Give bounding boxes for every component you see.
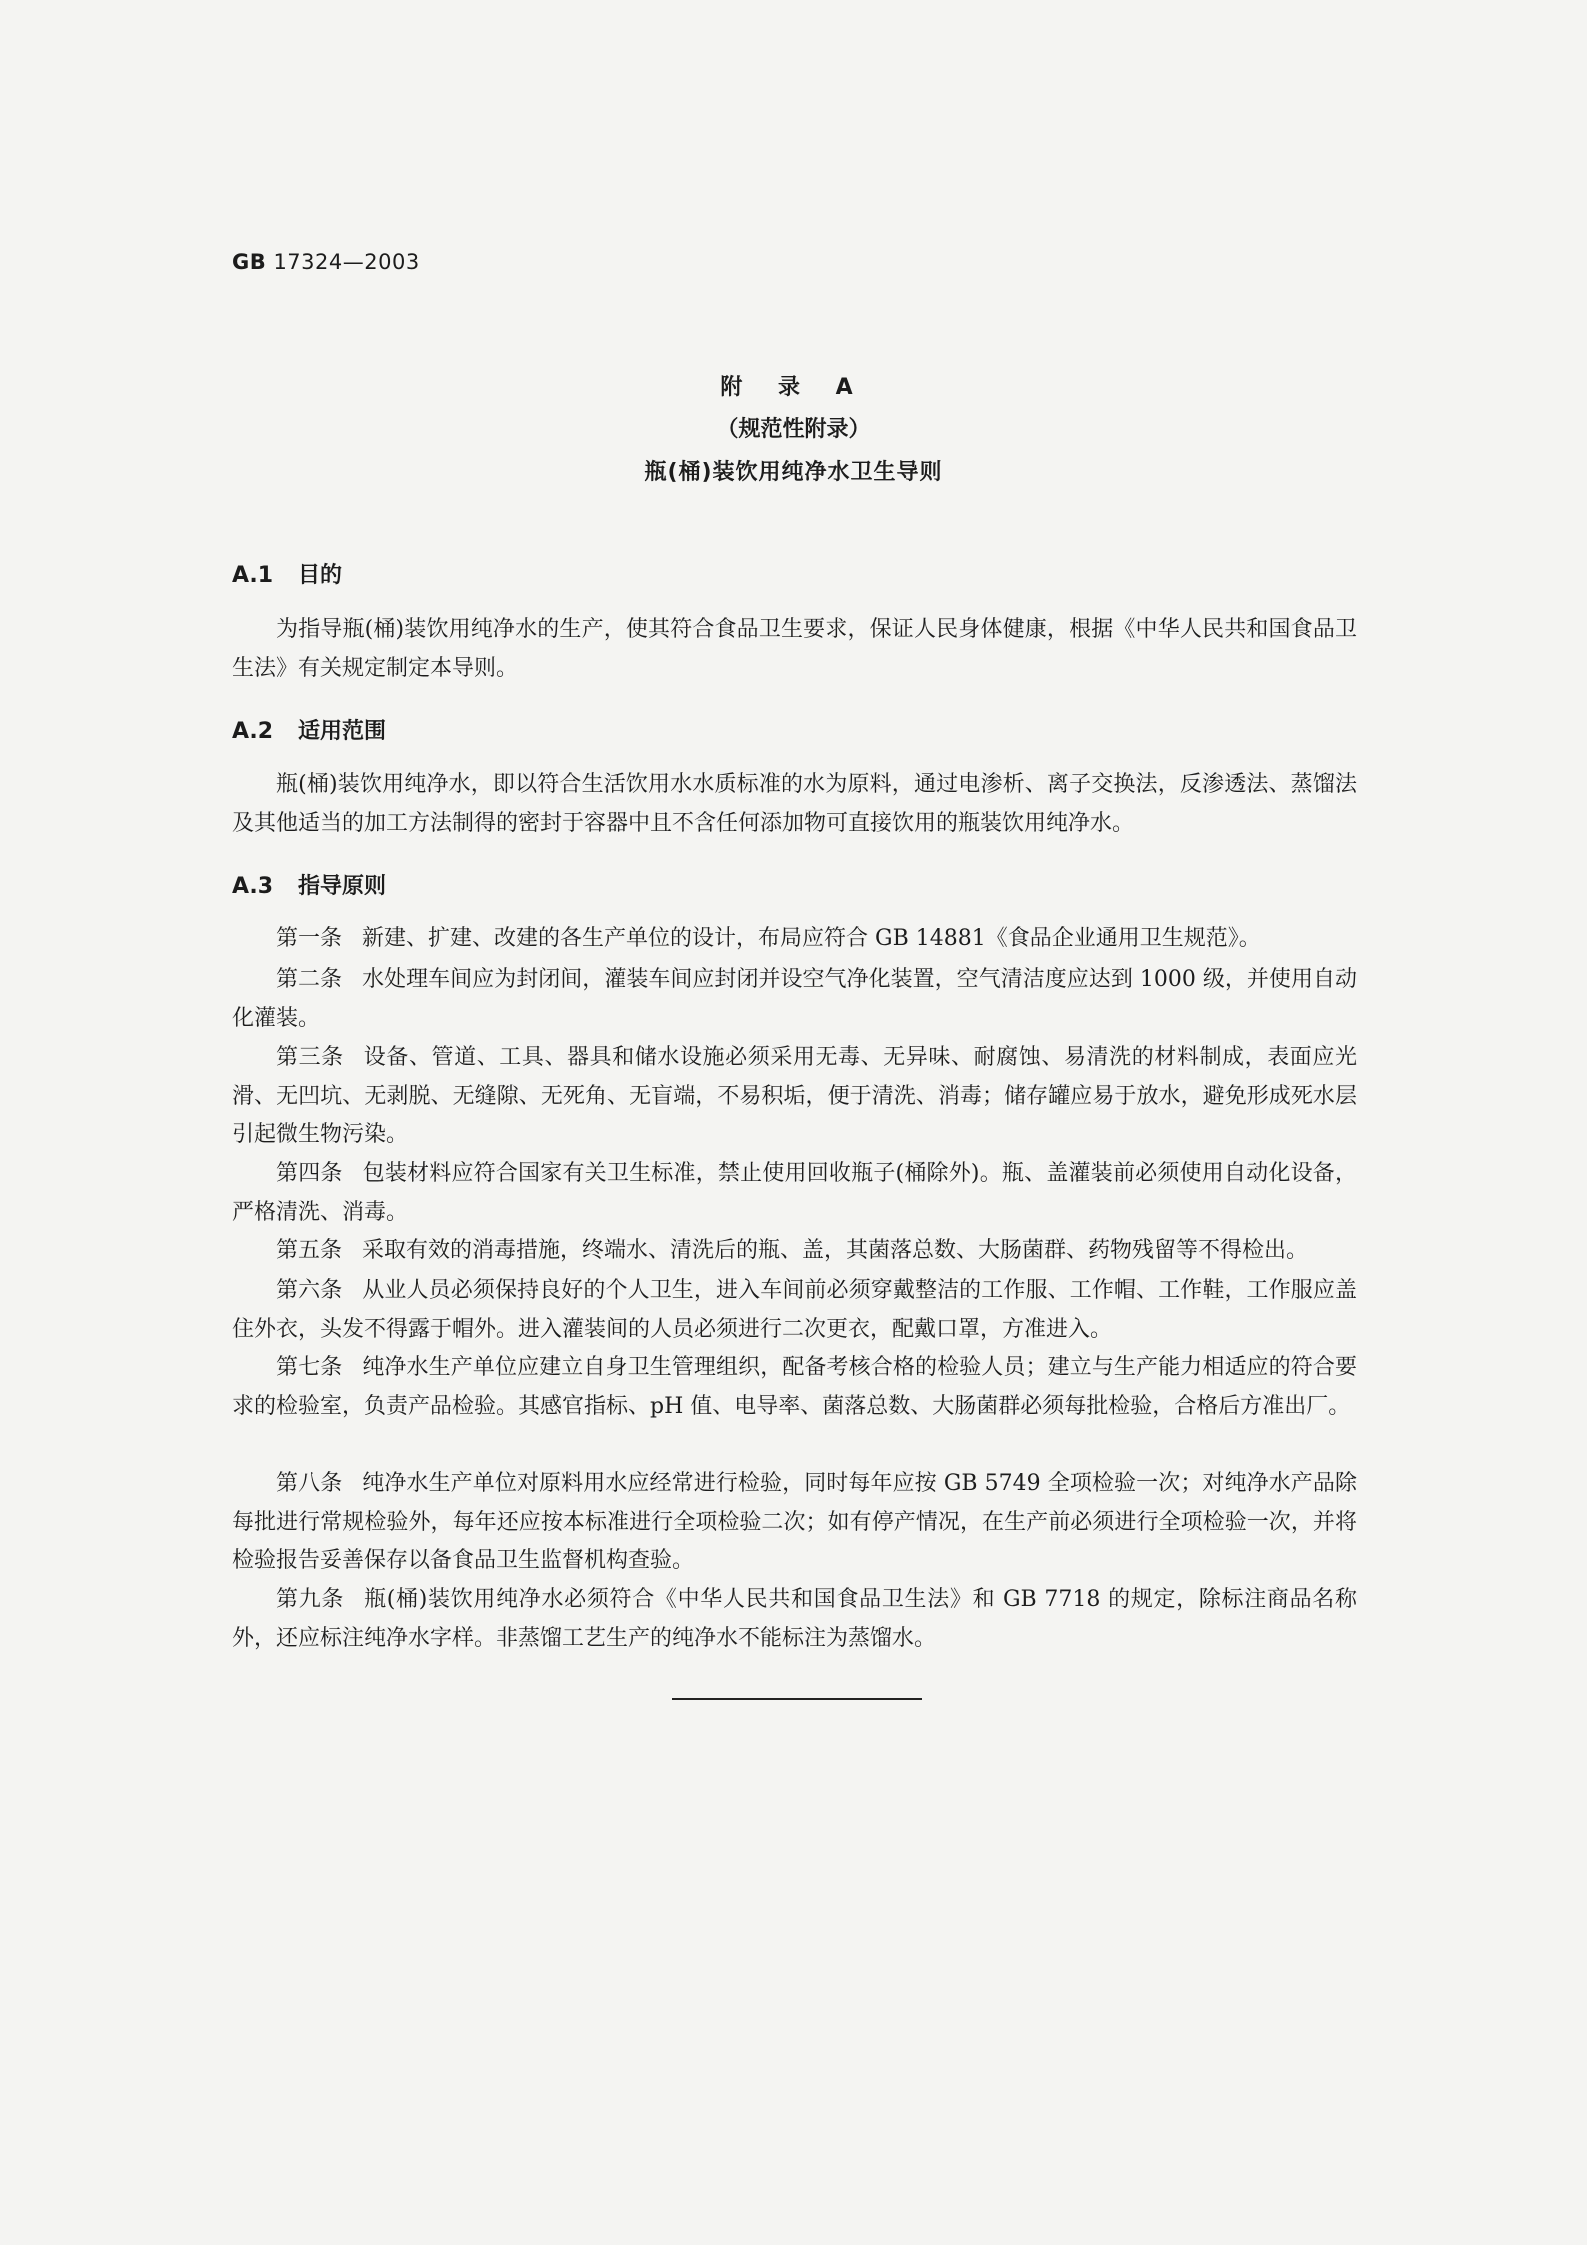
article-1 (232, 920, 1357, 959)
article-text: 新建、扩建、改建的各生产单位的设计，布局应符合 GB 14881《食品企业通用卫生规范》。 (362, 926, 1261, 951)
section-title: 目的 (298, 563, 343, 588)
article-text: 设备、管道、工具、器具和储水设施必须采用无毒、无异味、耐腐蚀、易清洗的材料制成，表面应光滑、无凹坑、无剥脱、无缝隙、无死角、无盲端，不易积垢，便于清洗、消毒；储存罐应易于放水，避免形成死水层引起微生物污染。 (232, 1045, 1357, 1147)
article-text: 从业人员必须保持良好的个人卫生，进入车间前必须穿戴整洁的工作服、工作帽、工作鞋，工作服应盖住外衣，头发不得露于帽外。进入灌装间的人员必须进行二次更衣，配戴口罩，方准进入。 (232, 1278, 1357, 1342)
end-rule (672, 1698, 922, 1700)
section-body-a1: 为指导瓶(桶)装饮用纯净水的生产，使其符合食品卫生要求，保证人民身体健康，根据《中华人民共和国食品卫生法》有关规定制定本导则。 (232, 617, 1357, 681)
article-label: 第一条 (276, 926, 343, 951)
article-text: 纯净水生产单位应建立自身卫生管理组织，配备考核合格的检验人员；建立与生产能力相适应的符合要求的检验室，负责产品检验。其感官指标、pH 值、电导率、菌落总数、大肠菌群必须每批检验，合格后方准出厂。 (232, 1355, 1357, 1419)
article-label: 第八条 (276, 1471, 343, 1496)
article-text: 纯净水生产单位对原料用水应经常进行检验，同时每年应按 GB 5749 全项检验一次；对纯净水产品除每批进行常规检验外，每年还应按本标准进行全项检验二次；如有停产情况，在生产前必须进行全项检验一次，并将检验报告妥善保存以备食品卫生监督机构查验。 (232, 1471, 1357, 1573)
article-text: 水处理车间应为封闭间，灌装车间应封闭并设空气净化装置，空气清洁度应达到 1000 级，并使用自动化灌装。 (232, 967, 1357, 1031)
section-body-a2: 瓶(桶)装饮用纯净水，即以符合生活饮用水水质标准的水为原料，通过电渗析、离子交换法，反渗透法、蒸馏法及其他适当的加工方法制得的密封于容器中且不含任何添加物可直接饮用的瓶装饮用纯净水。 (232, 772, 1357, 836)
section-title: 适用范围 (298, 719, 387, 744)
section-heading-a3 (232, 869, 386, 900)
annex-type: （规范性附录） (716, 417, 871, 442)
article-text: 采取有效的消毒措施，终端水、清洗后的瓶、盖，其菌落总数、大肠菌群、药物残留等不得检出。 (362, 1238, 1309, 1263)
section-number: A.3 (232, 874, 274, 899)
article-6 (232, 1272, 1357, 1349)
section-title: 指导原则 (298, 874, 387, 899)
section-number: A.2 (232, 719, 274, 744)
article-text: 瓶(桶)装饮用纯净水必须符合《中华人民共和国食品卫生法》和 GB 7718 的规定，除标注商品名称外，还应标注纯净水字样。非蒸馏工艺生产的纯净水不能标注为蒸馏水。 (232, 1587, 1357, 1651)
article-label: 第五条 (276, 1238, 343, 1263)
annex-name: 瓶(桶)装饮用纯净水卫生导则 (644, 460, 943, 485)
article-5 (232, 1232, 1357, 1271)
article-text: 包装材料应符合国家有关卫生标准，禁止使用回收瓶子(桶除外)。瓶、盖灌装前必须使用自动化设备，严格清洗、消毒。 (232, 1161, 1357, 1225)
section-heading-a2 (232, 714, 386, 745)
article-8 (232, 1465, 1357, 1581)
article-label: 第四条 (276, 1161, 343, 1186)
article-7 (232, 1349, 1357, 1426)
standard-prefix: GB (232, 250, 267, 274)
standard-number (232, 250, 420, 274)
section-heading-a1 (232, 558, 342, 589)
article-label: 第九条 (276, 1587, 345, 1612)
article-label: 第三条 (276, 1045, 344, 1070)
article-3 (232, 1039, 1357, 1155)
section-number: A.1 (232, 563, 274, 588)
annex-title: 附 录 A (720, 375, 867, 400)
article-label: 第六条 (276, 1278, 343, 1303)
article-label: 第七条 (276, 1355, 343, 1380)
article-label: 第二条 (276, 967, 343, 992)
article-2 (232, 961, 1357, 1038)
article-9 (232, 1581, 1357, 1658)
standard-code: 17324—2003 (273, 250, 420, 274)
article-4 (232, 1155, 1357, 1232)
